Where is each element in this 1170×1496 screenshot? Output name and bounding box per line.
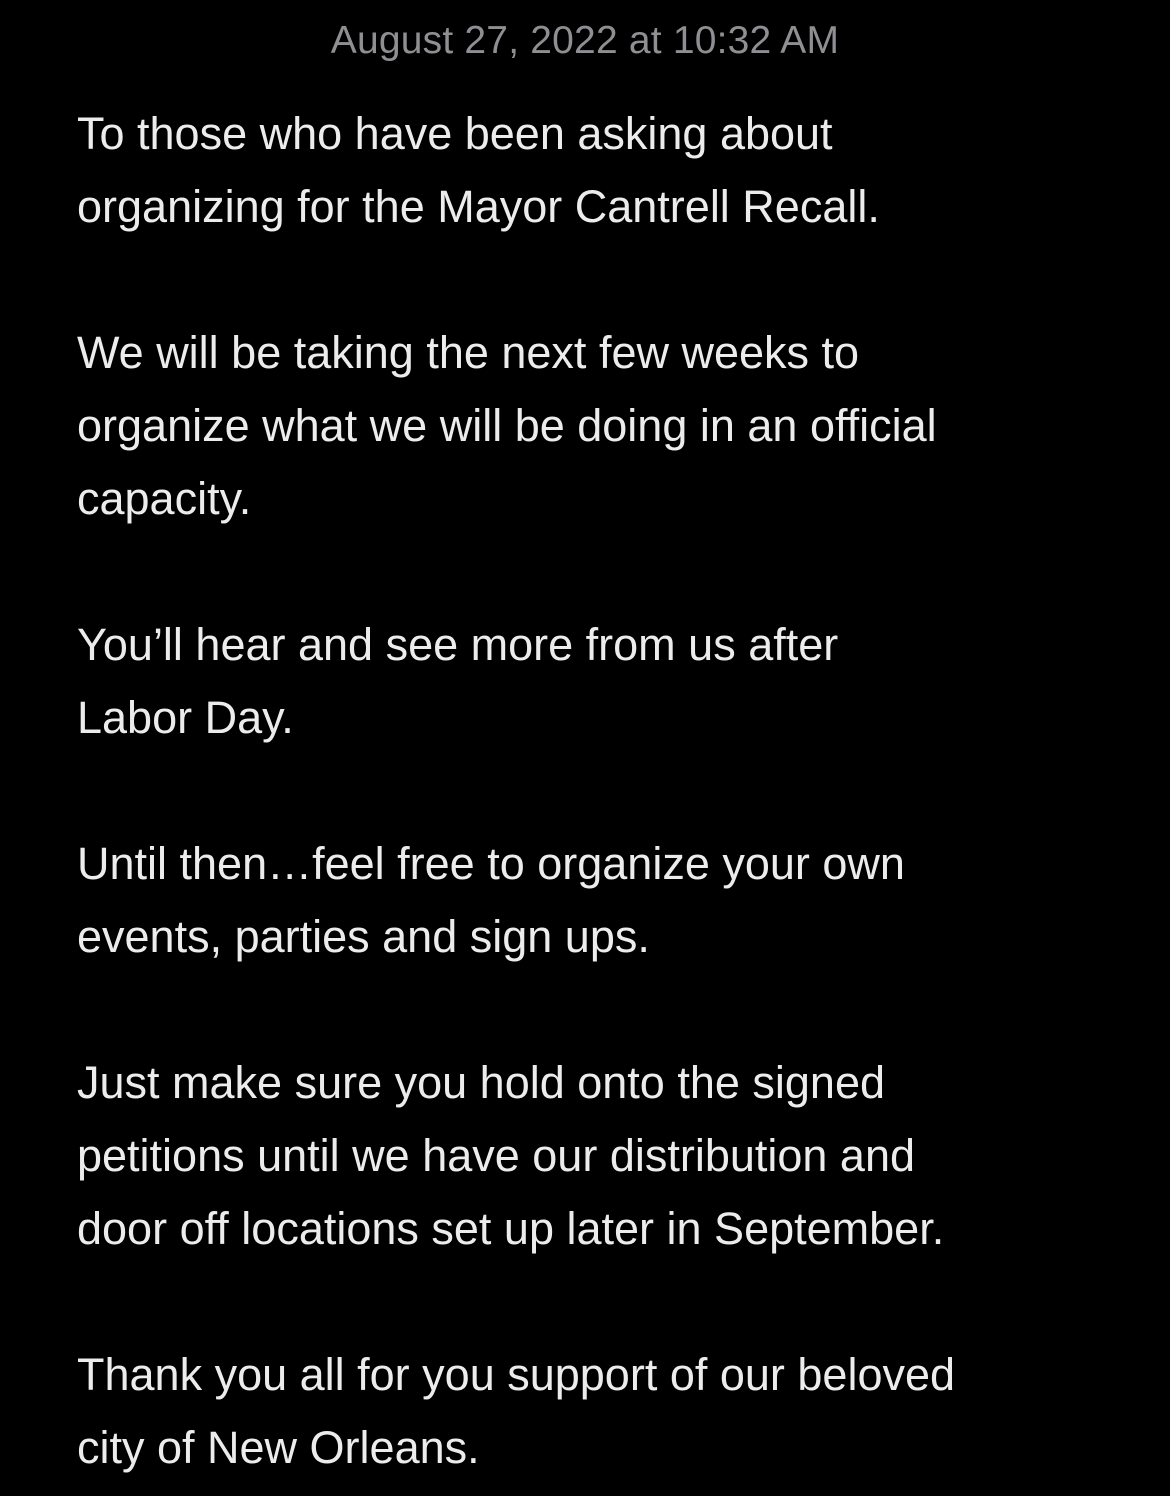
note-line: You’ll hear and see more from us after bbox=[77, 619, 839, 670]
note-line: Thank you all for you support of our beloved bbox=[77, 1349, 956, 1400]
note-paragraph bbox=[77, 1046, 1137, 1265]
note-body[interactable] bbox=[77, 97, 1137, 1484]
note-line: events, parties and sign ups. bbox=[77, 911, 650, 962]
note-paragraph bbox=[77, 316, 1137, 535]
note-line: Labor Day. bbox=[77, 692, 294, 743]
note-paragraph bbox=[77, 827, 1137, 973]
note-line: To those who have been asking about bbox=[77, 108, 833, 159]
note-line: door off locations set up later in September. bbox=[77, 1203, 945, 1254]
note-line: Just make sure you hold onto the signed bbox=[77, 1057, 886, 1108]
note-timestamp: August 27, 2022 at 10:32 AM bbox=[330, 19, 840, 62]
note-line: We will be taking the next few weeks to bbox=[77, 327, 860, 378]
note-line: city of New Orleans. bbox=[77, 1422, 480, 1473]
note-paragraph bbox=[77, 97, 1137, 243]
note-line: organizing for the Mayor Cantrell Recall. bbox=[77, 181, 880, 232]
note-line: capacity. bbox=[77, 473, 252, 524]
note-line: organize what we will be doing in an official bbox=[77, 400, 937, 451]
note-paragraph bbox=[77, 608, 1137, 754]
note-line: petitions until we have our distribution and bbox=[77, 1130, 916, 1181]
note-line: Until then…feel free to organize your own bbox=[77, 838, 905, 889]
note-paragraph bbox=[77, 1338, 1137, 1484]
